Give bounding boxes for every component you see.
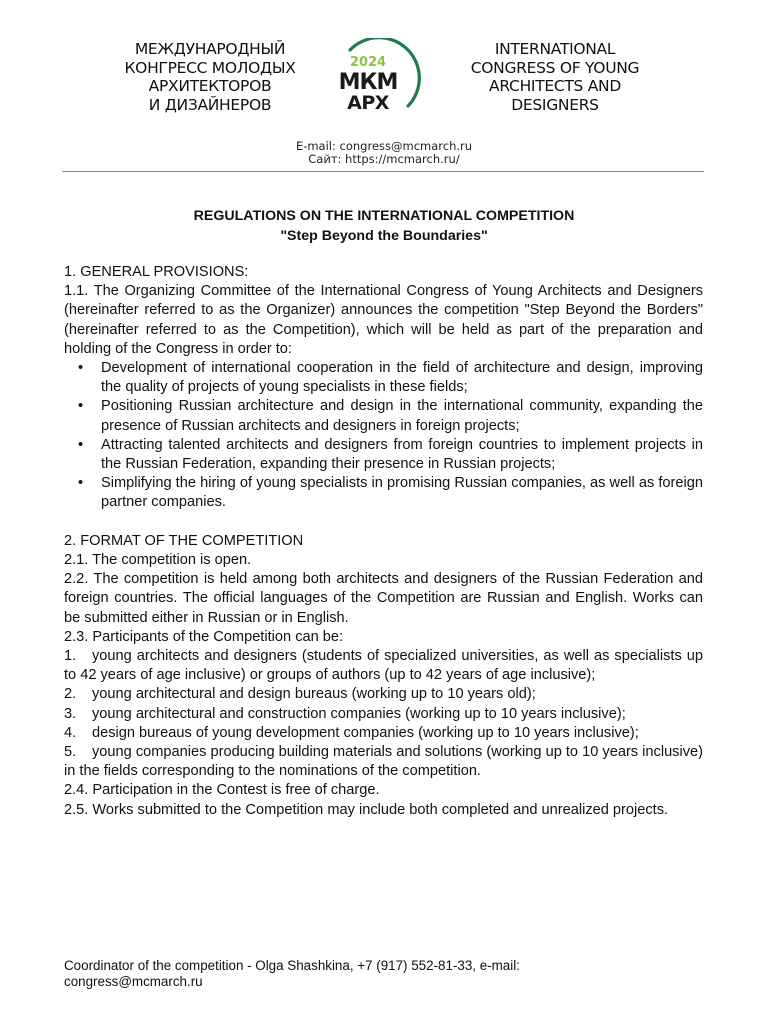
participant-item: [64, 724, 703, 743]
participant-item: [64, 685, 703, 704]
participant-text: young companies producing building materials and solutions (working up to 10 years inclusive) in the fields corresponding to the nominations of the competition.: [64, 744, 703, 780]
congress-name-en-line: INTERNATIONAL: [494, 40, 616, 58]
participant-text: young architectural and design bureaus (working up to 10 years old);: [92, 686, 536, 703]
logo-year: 2024: [349, 55, 387, 70]
participant-number: 4.: [64, 724, 77, 741]
bullet-dot-icon: •: [78, 436, 84, 453]
congress-name-en-line: DESIGNERS: [511, 95, 599, 114]
page-header: [0, 38, 768, 118]
section1-intro: 1.1. The Organizing Committee of the International Congress of Young Architects and Designers (hereinafter referred to as the Organizer) announces the competition "Step Beyond the Borders" (hereinafter referred to as the Competition), which will be held as part of the preparation and holding of the Congress in order to:: [64, 283, 703, 357]
congress-name-ru: [110, 40, 310, 114]
congress-name-en-line: CONGRESS OF YOUNG: [470, 58, 640, 77]
participant-item: [64, 647, 703, 685]
header-divider: [62, 171, 704, 172]
bullet-item: [64, 436, 703, 474]
participant-number: 5.: [64, 744, 77, 761]
bullet-text: Attracting talented architects and designers from foreign countries to implement projects in the Russian Federation, expanding their presence in Russian projects;: [101, 436, 703, 473]
document-title: [0, 207, 768, 246]
bullet-dot-icon: •: [78, 475, 84, 492]
header-contacts: [0, 140, 768, 165]
bullet-text: Simplifying the hiring of young specialists in promising Russian companies, as well as foreign partner companies.: [101, 475, 703, 511]
paragraph-spacer: [64, 513, 703, 532]
page-footer: [64, 958, 704, 989]
section1-heading: 1. GENERAL PROVISIONS:: [64, 264, 249, 280]
bullet-text: Development of international cooperation in the field of architecture and design, improving the quality of projects of young specialists in these fields;: [101, 360, 703, 396]
footer-coordinator-line: Coordinator of the competition - Olga Shashkina, +7 (917) 552-81-33, e-mail:: [64, 958, 520, 973]
congress-name-ru-line: МЕЖДУНАРОДНЫЙ: [134, 40, 286, 58]
section2-p23: 2.3. Participants of the Competition can be:: [64, 628, 344, 645]
header-website[interactable]: Сайт: https://mcmarch.ru/: [308, 151, 460, 166]
logo-line2: АРХ: [347, 92, 389, 114]
bullet-item: [64, 474, 703, 512]
participant-item: [64, 743, 703, 781]
bullet-item: [64, 359, 703, 397]
participant-text: young architectural and construction companies (working up to 10 years inclusive);: [92, 705, 626, 722]
bullet-dot-icon: •: [78, 398, 84, 415]
bullet-text: Positioning Russian architecture and design in the international community, expanding the presence of Russian architects and designers in foreign projects;: [101, 398, 703, 434]
section2-p22: 2.2. The competition is held among both architects and designers of the Russian Federation and foreign countries. The official languages of the Competition are Russian and English. Works can be submitted either in Russian or in English.: [64, 571, 703, 626]
participant-number: 2.: [64, 686, 77, 703]
section2-p24: 2.4. Participation in the Contest is free of charge.: [64, 782, 380, 799]
document-title-line2: "Step Beyond the Boundaries": [280, 227, 488, 244]
congress-name-en-line: ARCHITECTS AND: [489, 77, 621, 95]
document-body: [64, 263, 703, 820]
bullet-item: [64, 397, 703, 435]
section2-heading: 2. FORMAT OF THE COMPETITION: [64, 532, 304, 549]
section2-p25: 2.5. Works submitted to the Competition may include both completed and unrealized projects.: [64, 801, 669, 818]
footer-email[interactable]: congress@mcmarch.ru: [64, 973, 203, 989]
header-email[interactable]: E-mail: congress@mcmarch.ru: [295, 139, 473, 153]
congress-name-en: [455, 40, 655, 114]
congress-name-ru-line: И ДИЗАЙНЕРОВ: [148, 95, 272, 114]
bullet-dot-icon: •: [78, 360, 84, 377]
section1-bullet-list: [64, 359, 703, 513]
participant-text: design bureaus of young development companies (working up to 10 years inclusive);: [92, 724, 639, 741]
document-title-line1: REGULATIONS ON THE INTERNATIONAL COMPETITION: [193, 208, 575, 224]
participant-number: 3.: [64, 705, 77, 722]
section2-p21: 2.1. The competition is open.: [64, 552, 252, 569]
congress-name-ru-line: АРХИТЕКТОРОВ: [148, 77, 272, 95]
participant-number: 1.: [64, 648, 77, 665]
participant-item: [64, 705, 703, 724]
congress-logo-icon: [330, 38, 430, 116]
participant-text: young architects and designers (students of specialized universities, as well as specialists up to 42 years of age inclusive) or groups of authors (up to 42 years of age inclusive);: [64, 648, 703, 684]
logo-line1: МКМ: [338, 70, 398, 95]
congress-name-ru-line: КОНГРЕСС МОЛОДЫХ: [124, 58, 296, 77]
